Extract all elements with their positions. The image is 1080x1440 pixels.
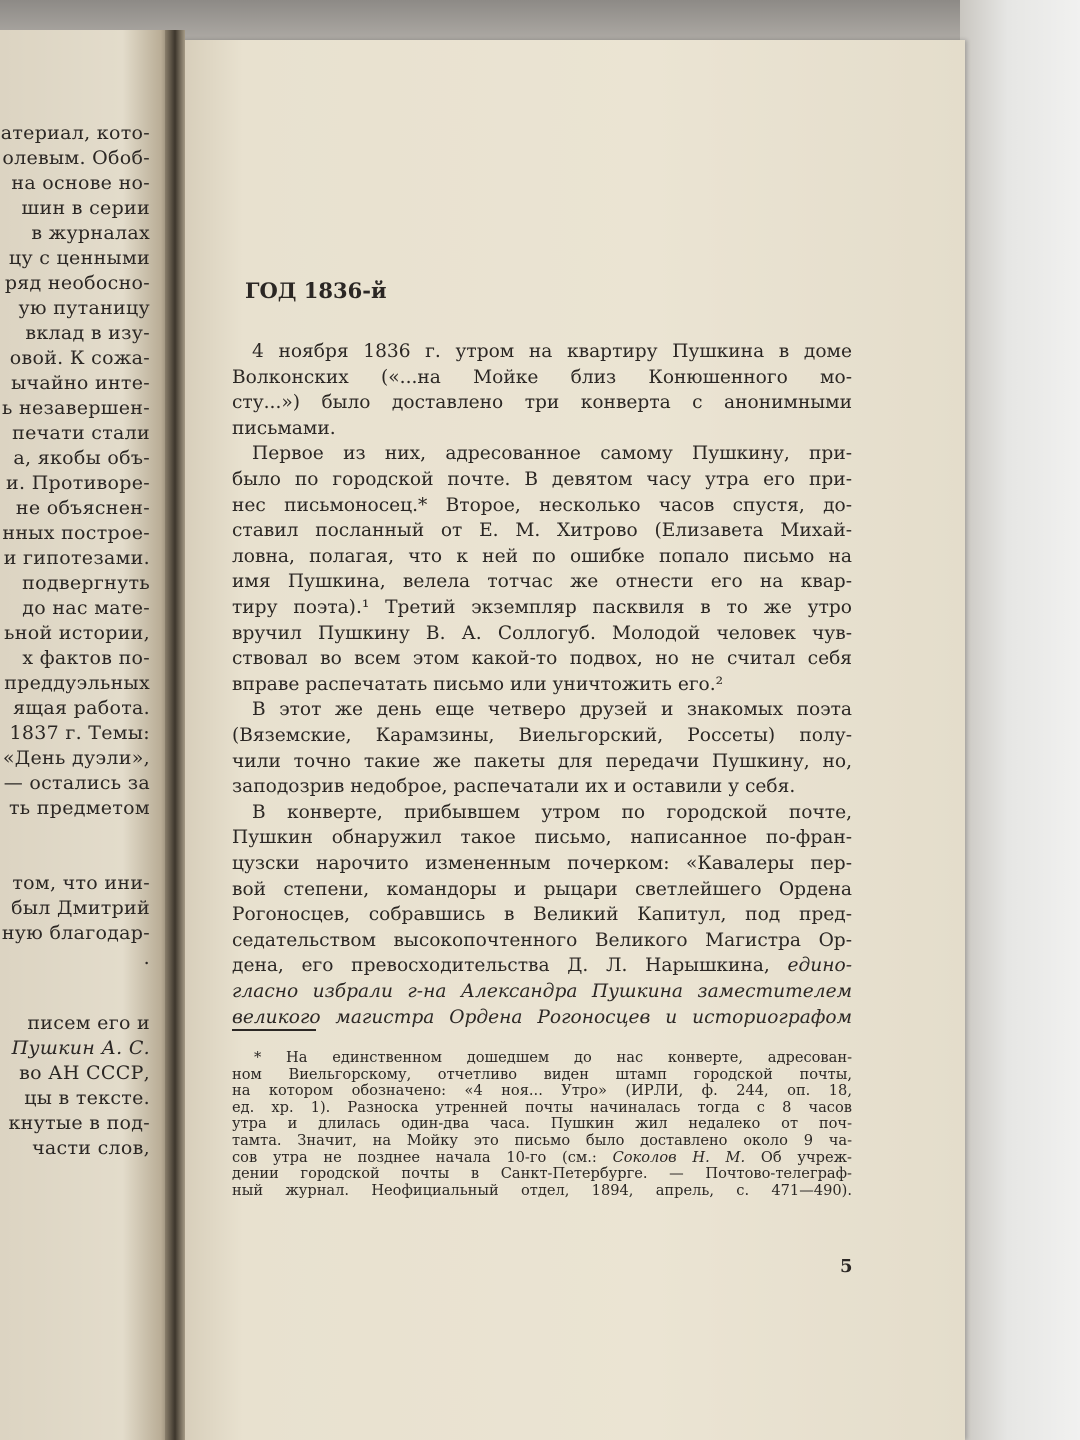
page-number: 5: [840, 1256, 853, 1277]
text-segment: в журналах: [31, 222, 150, 244]
text-segment: до нас мате-: [22, 597, 150, 619]
text-segment: нес письмоносец.* Второе, несколько часов спустя, до-: [232, 494, 852, 516]
chapter-title: ГОД 1836-й: [245, 278, 387, 303]
left-page-line: [4, 547, 150, 569]
text-segment: вручил Пушкину В. А. Соллогуб. Молодой человек чув-: [232, 622, 852, 644]
left-page-line: [4, 622, 150, 644]
text-segment: был Дмитрий: [11, 897, 150, 919]
body-line: [232, 725, 852, 749]
text-segment: олевым. Обоб-: [2, 147, 150, 169]
body-line: [232, 674, 852, 698]
text-segment: тиру поэта).¹ Третий экземпляр пасквиля в то же утро: [232, 597, 852, 618]
text-segment: тамта. Значит, на Мойку это письмо было доставлено около 9 ча-: [232, 1132, 852, 1149]
left-page-line: [6, 472, 150, 494]
body-line: [232, 776, 852, 800]
text-segment: на котором обозначено: «4 ноя... Утро» (ИРЛИ, ф. 244, оп. 18,: [232, 1082, 852, 1100]
left-page-line: [2, 922, 150, 944]
text-segment: Об учреж-: [745, 1148, 852, 1166]
text-segment: цу с ценными: [8, 247, 150, 269]
footnote-line: [232, 1132, 852, 1150]
text-segment: ствовал во всем этом какой-то подвох, но не считал себя: [232, 648, 852, 670]
text-segment: дена, его превосходительства Д. Л. Нарышкина,: [232, 955, 788, 977]
text-segment: цузски нарочито измененным почерком: «Кавалеры пер-: [232, 853, 852, 874]
footnote-line: [232, 1149, 852, 1167]
text-segment: вправе распечатать письмо или уничтожить его.²: [232, 673, 724, 695]
body-line: [232, 827, 852, 851]
left-page-line: [2, 147, 150, 169]
left-page-line: [22, 597, 150, 619]
body-line: [232, 469, 852, 493]
text-segment: ряд необосно-: [4, 272, 150, 294]
footnote-line: [232, 1115, 852, 1133]
text-segment: ящая работа.: [13, 697, 150, 719]
body-line: [232, 341, 852, 365]
left-page-line: [16, 497, 150, 519]
text-segment: чили точно такие же пакеты для передачи Пушкину, но,: [232, 750, 852, 772]
body-line: [232, 597, 852, 621]
body-line: [232, 955, 852, 979]
body-line: [232, 751, 852, 775]
left-page-line: [10, 347, 150, 369]
body-line: [232, 981, 852, 1005]
text-segment: ую путаницу: [18, 297, 150, 319]
body-line: [232, 802, 852, 826]
left-page-line: [9, 247, 150, 269]
body-line: [232, 879, 852, 903]
text-segment: атериал, кото-: [0, 122, 150, 144]
text-segment: и гипотезами.: [3, 547, 150, 569]
left-page-line: [4, 672, 150, 694]
body-line: [232, 418, 852, 442]
left-page-line: [13, 697, 150, 719]
body-line: [232, 367, 852, 391]
text-segment: писем его и: [27, 1012, 150, 1034]
text-segment: ловна, полагая, что к ней по ошибке попало письмо на: [232, 545, 852, 567]
text-segment: вой степени, командоры и рыцари светлейшего Ордена: [232, 878, 852, 900]
background-right: [960, 0, 1080, 1440]
left-page-line: [11, 172, 150, 194]
text-segment: седательством высокопочтенного Великого Магистра Ор-: [232, 929, 852, 951]
left-page-line: [144, 947, 150, 969]
text-segment: части слов,: [32, 1137, 150, 1159]
text-segment: цы в тексте.: [24, 1087, 150, 1109]
text-segment: — остались за: [3, 772, 150, 794]
text-segment: 4 ноября 1836 г. утром на квартиру Пушкина в доме: [252, 341, 852, 362]
text-segment: сту...») было доставлено три конверта с анонимными: [232, 392, 852, 414]
left-page-line: [22, 197, 150, 219]
text-segment: Соколов Н. М.: [612, 1148, 746, 1166]
left-page-line: [24, 1087, 150, 1109]
text-segment: (Вяземские, Карамзины, Виельгорский, Россеты) полу-: [232, 725, 852, 746]
text-segment: а, якобы объ-: [13, 447, 150, 469]
text-segment: преддуэльных: [4, 672, 150, 694]
body-line: [232, 546, 852, 570]
text-segment: 1837 г. Темы:: [9, 722, 150, 744]
text-segment: письмами.: [232, 417, 336, 439]
left-page-line: [9, 1112, 151, 1134]
text-segment: утра и длилась один-два часа. Пушкин жил недалеко от поч-: [232, 1115, 852, 1133]
body-line: [232, 699, 852, 723]
left-page-line: [5, 272, 150, 294]
text-segment: едино-: [787, 955, 852, 977]
left-page-line: [11, 897, 150, 919]
text-segment: ный журнал. Неофициальный отдел, 1894, апрель, с. 471—490).: [232, 1181, 852, 1199]
left-page-line: [19, 297, 150, 319]
text-segment: Пушкин обнаружил такое письмо, написанное по-фран-: [232, 827, 852, 849]
text-segment: Волконских («...на Мойке близ Конюшенного мо-: [232, 366, 852, 388]
text-segment: вклад в изу-: [25, 322, 150, 344]
body-line: [232, 571, 852, 595]
text-segment: и. Противоре-: [6, 472, 150, 494]
left-page-line: [19, 1062, 150, 1084]
text-segment: имя Пушкина, велела тотчас же отнести его на квар-: [232, 571, 852, 593]
text-segment: ставил посланный от Е. М. Хитрово (Елизавета Михай-: [232, 520, 852, 542]
footnote-line: [232, 1049, 852, 1067]
left-page-line: [13, 447, 150, 469]
left-page-line: [22, 647, 150, 669]
left-page-line: [1, 122, 150, 144]
text-segment: ном Виельгорскому, отчетливо виден штамп городской почты,: [232, 1065, 852, 1083]
left-page-line: [12, 1037, 150, 1059]
text-segment: на основе но-: [11, 172, 150, 194]
text-segment: ьной истории,: [4, 622, 150, 644]
left-page-line: [9, 722, 150, 744]
text-segment: х фактов по-: [22, 647, 150, 669]
text-segment: В конверте, прибывшем утром по городской почте,: [252, 801, 852, 823]
book-gutter: [165, 30, 185, 1440]
left-page-line: [25, 322, 150, 344]
left-page-line: [11, 372, 150, 394]
text-segment: шин в серии: [21, 197, 150, 219]
left-page-line: [9, 797, 150, 819]
text-segment: «День дуэли»,: [2, 747, 150, 769]
text-segment: ную благодар-: [1, 922, 150, 944]
left-page-line: [22, 572, 150, 594]
text-segment: нных построе-: [2, 522, 150, 544]
body-line: [232, 623, 852, 647]
text-segment: том, что ини-: [12, 872, 150, 894]
body-line: [232, 1007, 852, 1031]
body-line: [232, 392, 852, 416]
body-line: [232, 904, 852, 928]
left-page-line: [12, 422, 150, 444]
left-page-line: [27, 1012, 150, 1034]
text-segment: ычайно инте-: [11, 372, 150, 394]
footnote-line: [232, 1099, 852, 1117]
left-page-line: [31, 222, 150, 244]
left-page-line: [4, 772, 150, 794]
text-segment: не объяснен-: [15, 497, 150, 519]
text-segment: овой. К сожа-: [9, 347, 150, 369]
left-page-line: [2, 522, 150, 544]
text-segment: кнутые в под-: [8, 1112, 150, 1134]
text-segment: гласно избрали г-на Александра Пушкина заместителем: [232, 981, 852, 1002]
left-page-line: [12, 872, 150, 894]
body-line: [232, 930, 852, 954]
text-segment: * На единственном дошедшем до нас конверте, адресован-: [254, 1049, 852, 1066]
text-segment: ед. хр. 1). Разноска утренней почты начиналась тогда с 8 часов: [232, 1098, 852, 1116]
text-segment: во АН СССР,: [19, 1062, 150, 1084]
text-segment: ь незавершен-: [2, 397, 150, 419]
text-segment: печати стали: [12, 422, 150, 444]
text-segment: Пушкин А. С.: [11, 1037, 150, 1059]
text-segment: ть предметом: [8, 797, 150, 819]
text-segment: В этот же день еще четверо друзей и знакомых поэта: [252, 699, 852, 721]
footnote-line: [232, 1082, 852, 1100]
body-line: [232, 520, 852, 544]
body-line: [232, 648, 852, 672]
body-line: [232, 853, 852, 877]
left-page-line: [32, 1137, 150, 1159]
footnote-line: [232, 1182, 852, 1200]
text-segment: великого магистра Ордена Рогоносцев и историографом: [232, 1006, 852, 1028]
body-line: [232, 495, 852, 519]
text-segment: сов утра не позднее начала 10-го (см.:: [232, 1148, 613, 1166]
text-segment: Рогоносцев, собравшись в Великий Капитул, под пред-: [232, 904, 852, 926]
footnote-line: [232, 1066, 852, 1084]
text-segment: дении городской почты в Санкт-Петербурге. — Почтово-телеграф-: [232, 1165, 852, 1183]
text-segment: Первое из них, адресованное самому Пушкину, при-: [252, 443, 852, 465]
text-segment: заподозрив недоброе, распечатали их и оставили у себя.: [232, 776, 796, 798]
text-segment: подвергнуть: [22, 572, 150, 594]
text-segment: .: [143, 947, 150, 969]
footnote-rule: [232, 1029, 316, 1031]
body-line: [232, 443, 852, 467]
footnote-line: [232, 1165, 852, 1183]
text-segment: было по городской почте. В девятом часу утра его при-: [232, 469, 852, 490]
left-page-line: [2, 397, 150, 419]
left-page-line: [3, 747, 150, 769]
